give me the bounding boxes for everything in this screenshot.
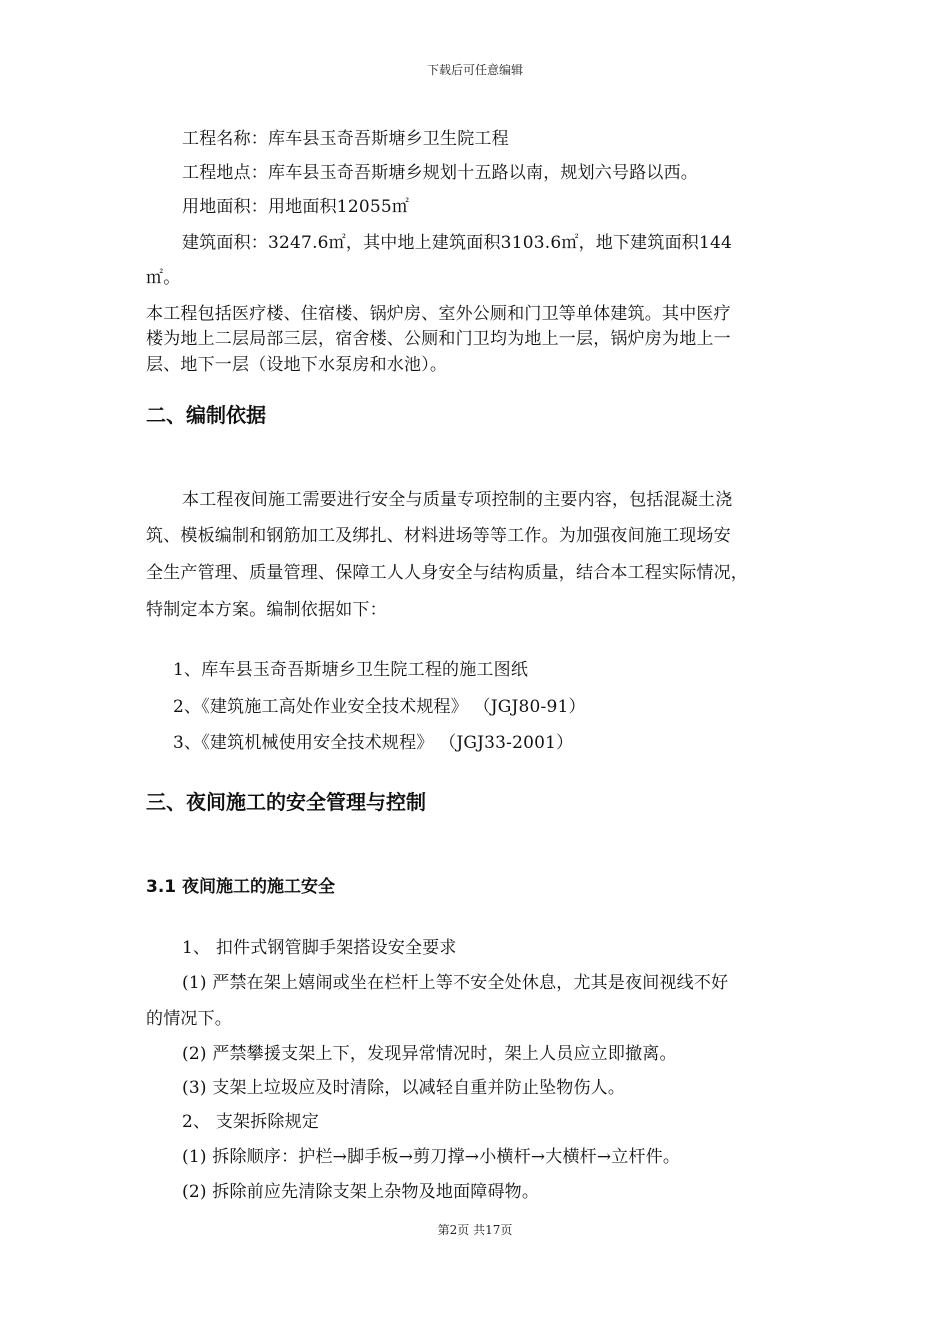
- item-1-1-line-2: 的情况下。: [146, 1009, 232, 1029]
- item-2-1: (1) 拆除顺序：护栏→脚手板→剪刀撑→小横杆→大横杆→立杆件。: [182, 1147, 681, 1167]
- basis-item-2: 2、《建筑施工高处作业安全技术规程》 （JGJ80-91）: [173, 697, 586, 717]
- section-3-heading: 三、夜间施工的安全管理与控制: [146, 790, 426, 814]
- basis-item-3: 3、《建筑机械使用安全技术规程》 （JGJ33-2001）: [173, 733, 574, 753]
- item-2-2: (2) 拆除前应先清除支架上杂物及地面障碍物。: [182, 1182, 540, 1202]
- project-name: 工程名称：库车县玉奇吾斯塘乡卫生院工程: [182, 129, 509, 149]
- building-area-line-2: ㎡。: [146, 268, 181, 288]
- section-2-heading: 二、编制依据: [146, 403, 266, 427]
- item-1-1-line-1: (1) 严禁在架上嬉闹或坐在栏杆上等不安全处休息，尤其是夜间视线不好: [182, 973, 729, 993]
- project-location: 工程地点：库车县玉奇吾斯塘乡规划十五路以南，规划六号路以西。: [182, 163, 698, 183]
- building-area-line-1: 建筑面积：3247.6㎡，其中地上建筑面积3103.6㎡，地下建筑面积144: [182, 233, 733, 253]
- section-2-para-line-1: 本工程夜间施工需要进行安全与质量专项控制的主要内容，包括混凝土浇: [182, 490, 733, 510]
- section-2-para-line-2: 筑、模板编制和钢筋加工及绑扎、材料进场等等工作。为加强夜间施工现场安: [146, 526, 731, 546]
- section-2-para-line-3: 全生产管理、质量管理、保障工人人身安全与结构质量，结合本工程实际情况，: [146, 563, 748, 583]
- scope-line-1: 本工程包括医疗楼、住宿楼、锅炉房、室外公厕和门卫等单体建筑。其中医疗: [146, 304, 731, 324]
- section-3-1-heading: 3.1 夜间施工的施工安全: [146, 877, 336, 897]
- item-2: 2、 支架拆除规定: [182, 1112, 320, 1132]
- item-1: 1、 扣件式钢管脚手架搭设安全要求: [182, 938, 457, 958]
- section-2-para-line-4: 特制定本方案。编制依据如下：: [146, 600, 387, 620]
- basis-item-1: 1、库车县玉奇吾斯塘乡卫生院工程的施工图纸: [173, 660, 529, 680]
- land-area: 用地面积：用地面积12055㎡: [182, 197, 410, 217]
- scope-line-3: 层、地下一层（设地下水泵房和水池）。: [146, 355, 448, 375]
- item-1-2: (2) 严禁攀援支架上下，发现异常情况时，架上人员应立即撤离。: [182, 1044, 677, 1064]
- scope-line-2: 楼为地上二层局部三层，宿舍楼、公厕和门卫均为地上一层，锅炉房为地上一: [146, 329, 731, 349]
- item-1-3: (3) 支架上垃圾应及时清除，以减轻自重并防止坠物伤人。: [182, 1078, 626, 1098]
- page-footer: 第2页 共17页: [437, 1223, 513, 1237]
- page-header: 下载后可任意编辑: [426, 63, 523, 77]
